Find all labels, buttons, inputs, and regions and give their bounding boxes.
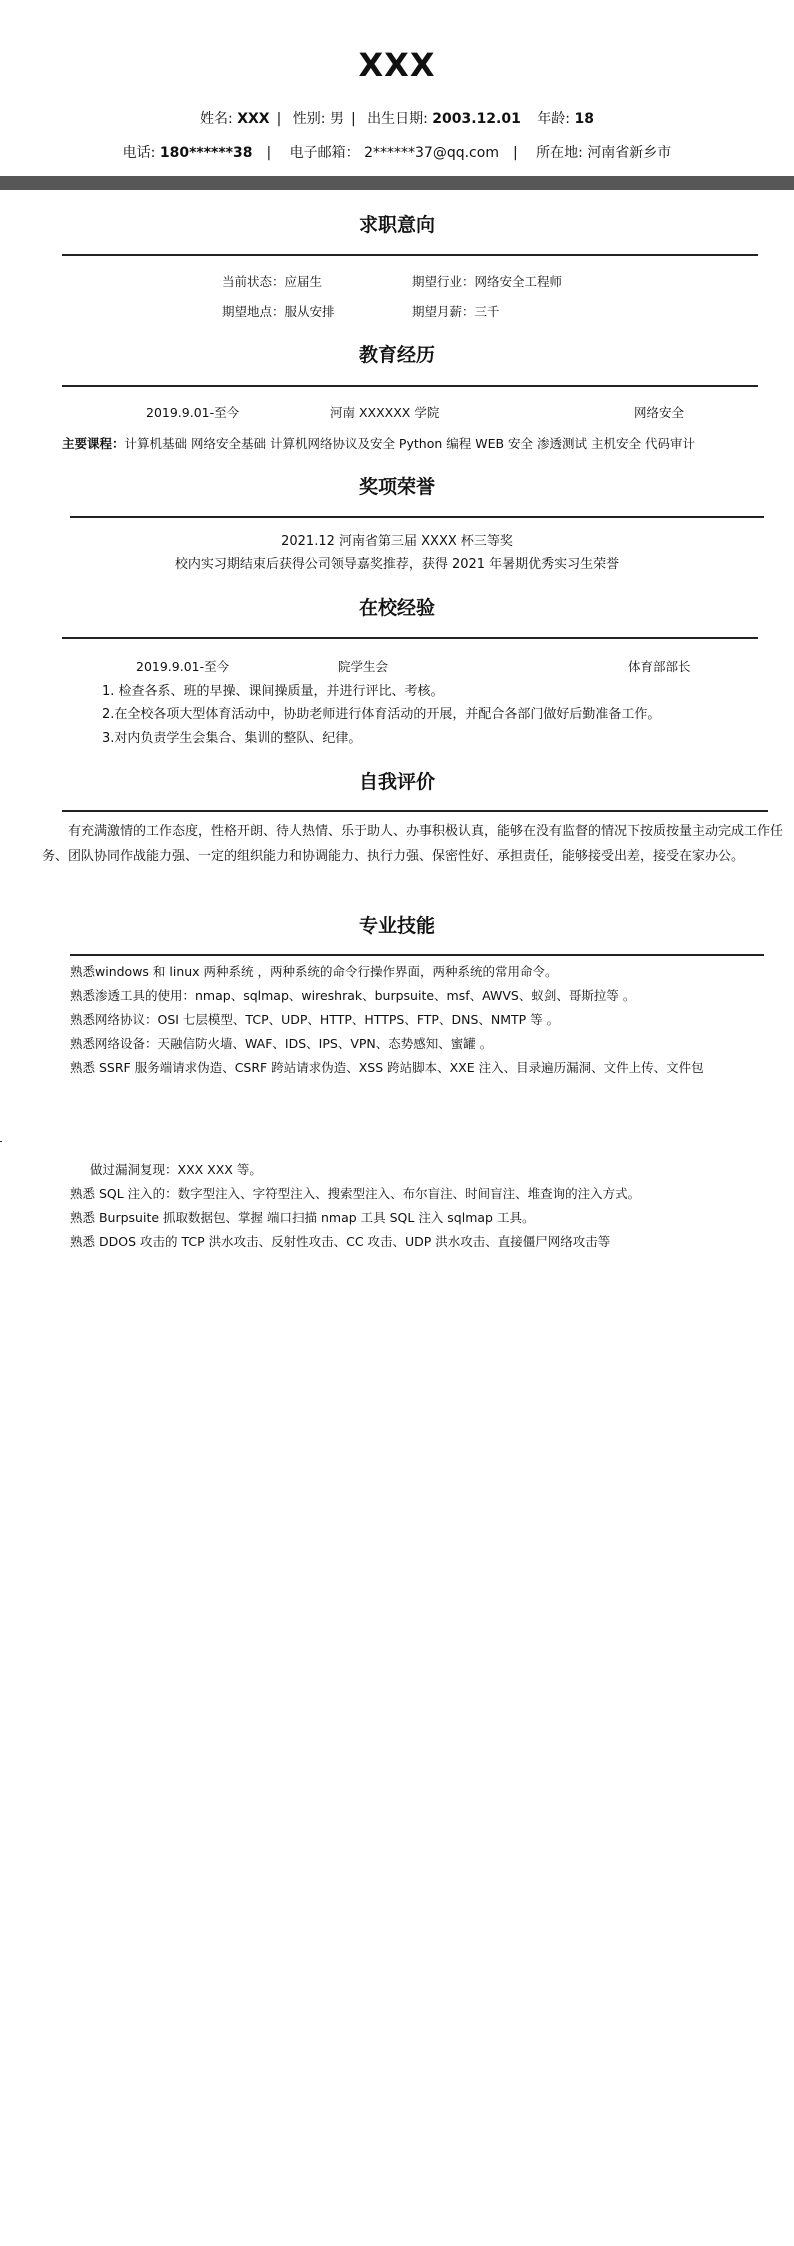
location-label: 所在地: (536, 145, 583, 161)
skills-title: 专业技能 (358, 915, 435, 937)
intent-rule (62, 254, 758, 256)
skill-item: 熟悉渗透工具的使用：nmap、sqlmap、wireshrak、burpsuite、msf、AWVS、蚁剑、哥斯拉等 。 (70, 988, 636, 1003)
email-label: 电子邮箱： (289, 145, 360, 161)
skill-item: 熟悉 DDOS 攻击的 TCP 洪水攻击、反射性攻击、CC 攻击、UDP 洪水攻击、直接僵尸网络攻击等 (70, 1234, 611, 1249)
gender-value: 男 (329, 111, 344, 127)
campus-role: 体育部部长 (628, 659, 691, 674)
skill-item: 熟悉 Burpsuite 抓取数据包、掌握 端口扫描 nmap 工具 SQL 注入 sqlmap 工具。 (70, 1210, 535, 1225)
campus-item: 1. 检查各系、班的早操、课间操质量，并进行评比、考核。 (102, 684, 444, 699)
awards-rule (70, 516, 764, 518)
skill-item: 熟悉 SQL 注入的：数字型注入、字符型注入、搜索型注入、布尔盲注、时间盲注、堆查询的注入方式。 (70, 1186, 641, 1201)
award-line-1: 2021.12 河南省第三届 XXXX 杯三等奖 (281, 534, 513, 549)
location-value: 河南省新乡市 (587, 145, 672, 161)
courses-text: 计算机基础 网络安全基础 计算机网络协议及安全 Python 编程 WEB 安全 渗透测试 主机安全 代码审计 (124, 436, 695, 451)
education-courses (62, 434, 695, 452)
campus-title: 在校经验 (358, 597, 435, 619)
skill-item: 熟悉windows 和 linux 两种系统 ，两种系统的命令行操作界面，两种系统的常用命令。 (70, 964, 558, 979)
award-line-2: 校内实习期结束后获得公司领导嘉奖推荐，获得 2021 年暑期优秀实习生荣誉 (174, 557, 620, 572)
campus-org: 院学生会 (338, 659, 389, 674)
skill-item: 熟悉网络协议：OSI 七层模型、TCP、UDP、HTTP、HTTPS、FTP、DNS、NMTP 等 。 (70, 1012, 560, 1027)
skills-rule (70, 954, 764, 956)
name-value: XXX (237, 111, 270, 127)
campus-item: 2.在全校各项大型体育活动中，协助老师进行体育活动的开展，并配合各部门做好后勤准备工作。 (102, 707, 661, 722)
awards-title: 奖项荣誉 (358, 476, 435, 498)
skill-item: 熟悉 SSRF 服务端请求伪造、CSRF 跨站请求伪造、XSS 跨站脚本、XXE 注入、目录遍历漏洞、文件上传、文件包 (70, 1060, 704, 1075)
basic-info-row: 姓名: XXX | 性别: 男 | 出生日期: 2003.12.01 年龄: 18 (200, 111, 594, 127)
header-divider-bar (0, 176, 794, 190)
resume-name: XXX (358, 46, 436, 84)
phone-label: 电话: (122, 145, 156, 161)
page-break-mark (0, 1141, 2, 1142)
skill-item: 做过漏洞复现：XXX XXX 等。 (90, 1162, 262, 1177)
education-rule (62, 385, 758, 387)
age-label: 年龄: (537, 111, 571, 127)
gender-label: 性别: (292, 111, 326, 127)
education-period: 2019.9.01-至今 (146, 405, 240, 420)
intent-industry: 期望行业：网络安全工程师 (412, 274, 563, 289)
education-major: 网络安全 (634, 405, 685, 420)
intent-title: 求职意向 (358, 214, 435, 236)
email-value: 2******37@qq.com (364, 145, 499, 161)
education-title: 教育经历 (358, 344, 435, 366)
birth-value: 2003.12.01 (432, 111, 521, 127)
intent-place: 期望地点：服从安排 (222, 304, 335, 319)
self-eval-title: 自我评价 (358, 771, 435, 793)
campus-rule (62, 637, 758, 639)
birth-label: 出生日期: (367, 111, 428, 127)
self-eval-rule (62, 810, 768, 812)
intent-salary: 期望月薪：三千 (412, 304, 500, 319)
phone-value: 180******38 (159, 145, 253, 161)
name-label: 姓名: (200, 111, 233, 127)
education-school: 河南 XXXXXX 学院 (330, 405, 440, 420)
age-value: 18 (574, 111, 594, 127)
courses-label: 主要课程： (62, 436, 125, 451)
skill-item: 熟悉网络设备：天融信防火墙、WAF、IDS、IPS、VPN、态势感知、蜜罐 。 (70, 1036, 493, 1051)
campus-period: 2019.9.01-至今 (136, 659, 230, 674)
contact-info-row: 电话: 180******38 | 电子邮箱： 2******37@qq.com | 所在地: 河南省新乡市 (122, 145, 672, 161)
intent-status: 当前状态：应届生 (222, 274, 323, 289)
self-eval-text: 有充满激情的工作态度，性格开朗、待人热情、乐于助人、办事积极认真，能够在没有监督的情况下按质按量主动完成工作任务、团队协同作战能力强、一定的组织能力和协调能力、执行力强、保密性好、承担责任，能够接受出差，接受在家办公。 (42, 824, 784, 864)
campus-item: 3.对内负责学生会集合、集训的整队、纪律。 (102, 731, 362, 746)
